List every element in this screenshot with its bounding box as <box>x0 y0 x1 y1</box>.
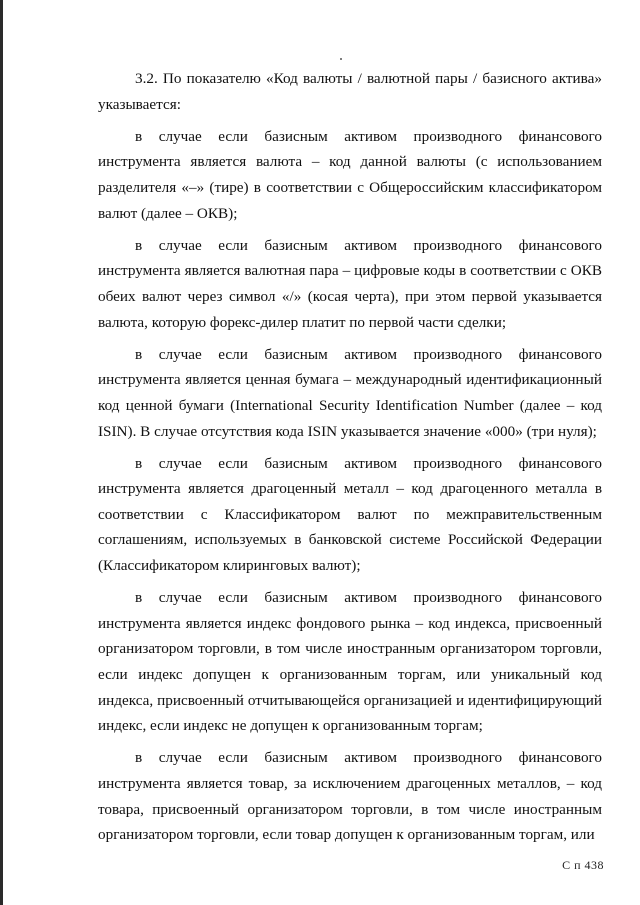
paragraph-precious-metal: в случае если базисным активом производного финансового инструмента является драгоценный металл – код драгоценного металла в соответствии с Классификатором валют по межправительственным соглашениям, используемых в банковской системе Российской Федерации (Классификатором клиринговых валют); <box>98 454 602 575</box>
page-left-edge <box>0 0 3 905</box>
document-body <box>98 66 602 854</box>
paragraph-security: в случае если базисным активом производного финансового инструмента является ценная бумага – международный идентификационный код ценной бумаги (International Security Identification Number (далее – код ISIN). В случае отсутствия кода ISIN указывается значение «000» (три нуля); <box>98 345 602 440</box>
paragraph-currency-pair: в случае если базисным активом производного финансового инструмента является валютная пара – цифровые коды в соответствии с ОКВ обеих валют через символ «/» (косая черта), при этом первой указывается валюта, которую форекс-дилер платит по первой части сделки; <box>98 236 602 331</box>
paragraph-stock-index: в случае если базисным активом производного финансового инструмента является индекс фондового рынка – код индекса, присвоенный организатором торговли, в том числе иностранным организатором торговли, если индекс допущен к организованным торгам, или уникальный код индекса, присвоенный отчитывающейся организацией и идентифицирующий индекс, если индекс не допущен к организованным торгам; <box>98 589 602 735</box>
page-number: С п 438 <box>562 858 604 872</box>
paragraph-heading: 3.2. По показателю «Код валюты / валютной пары / базисного актива» указывается: <box>98 70 602 113</box>
paragraph-commodity: в случае если базисным активом производного финансового инструмента является товар, за исключением драгоценных металлов, – код товара, присвоенный организатором торговли, в том числе иностранным организатором торговли, если товар допущен к организованным торгам, или <box>98 749 602 844</box>
scan-speck <box>340 58 342 60</box>
paragraph-currency: в случае если базисным активом производного финансового инструмента является валюта – код данной валюты (с использованием разделителя «–» (тире) в соответствии с Общероссийским классификатором валют (далее – ОКВ); <box>98 127 602 222</box>
